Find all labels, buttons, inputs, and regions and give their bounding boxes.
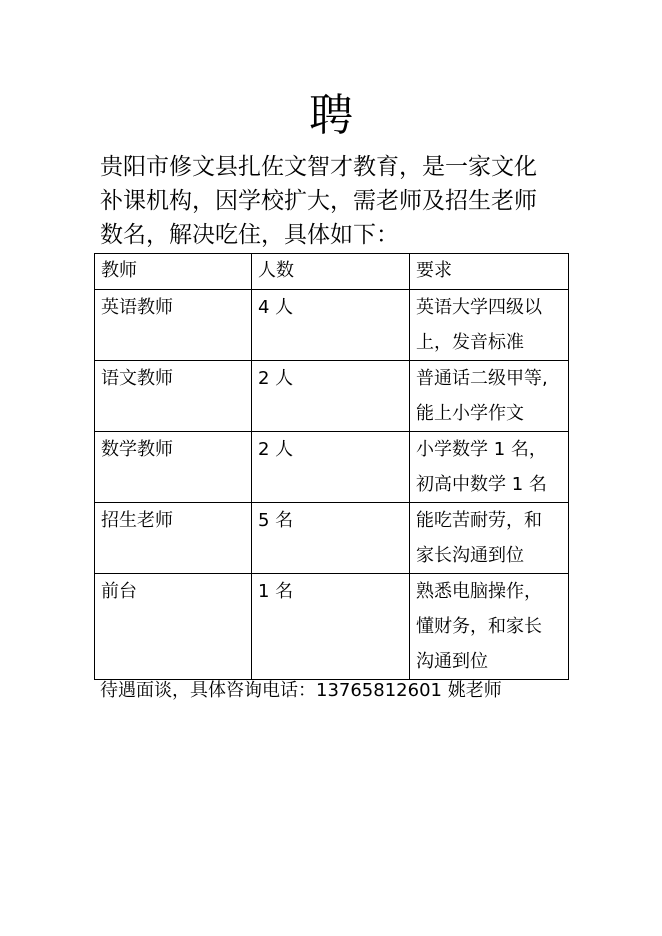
requirement-line: 英语大学四级以 bbox=[416, 297, 542, 318]
requirement-line: 小学数学 1 名， bbox=[416, 439, 547, 460]
requirement-line: 上，发音标准 bbox=[416, 332, 524, 353]
requirement-cell bbox=[410, 290, 569, 361]
intro-line: 补课机构，因学校扩大，需老师及招生老师 bbox=[100, 188, 537, 214]
role-cell: 英语教师 bbox=[95, 290, 252, 361]
header-requirement: 要求 bbox=[410, 254, 569, 290]
table-row bbox=[95, 574, 569, 680]
count-cell: 2 人 bbox=[252, 361, 410, 432]
intro-line: 贵阳市修文县扎佐文智才教育，是一家文化 bbox=[100, 154, 537, 180]
requirement-line: 初高中数学 1 名 bbox=[416, 474, 547, 495]
contact-footer: 待遇面谈，具体咨询电话：13765812601 姚老师 bbox=[100, 680, 502, 701]
requirement-line: 沟通到位 bbox=[416, 651, 488, 672]
table-row bbox=[95, 503, 569, 574]
header-count: 人数 bbox=[252, 254, 410, 290]
role-cell: 招生老师 bbox=[95, 503, 252, 574]
table-row bbox=[95, 290, 569, 361]
requirement-cell bbox=[410, 432, 569, 503]
requirement-line: 懂财务，和家长 bbox=[416, 616, 542, 637]
requirement-cell bbox=[410, 503, 569, 574]
requirement-line: 普通话二级甲等, bbox=[416, 368, 548, 389]
table-row bbox=[95, 432, 569, 503]
requirement-line: 家长沟通到位 bbox=[416, 545, 524, 566]
intro-line: 数名，解决吃住，具体如下： bbox=[100, 222, 399, 248]
role-cell: 数学教师 bbox=[95, 432, 252, 503]
requirement-line: 能吃苦耐劳，和 bbox=[416, 510, 542, 531]
count-cell: 1 名 bbox=[252, 574, 410, 680]
page-title: 聘 bbox=[309, 90, 353, 141]
requirement-cell bbox=[410, 361, 569, 432]
requirement-line: 熟悉电脑操作， bbox=[416, 581, 542, 602]
requirement-cell bbox=[410, 574, 569, 680]
requirement-line: 能上小学作文 bbox=[416, 403, 524, 424]
table-row bbox=[95, 361, 569, 432]
recruitment-table bbox=[94, 253, 569, 680]
count-cell: 2 人 bbox=[252, 432, 410, 503]
table-header-row bbox=[95, 254, 569, 290]
role-cell: 语文教师 bbox=[95, 361, 252, 432]
role-cell: 前台 bbox=[95, 574, 252, 680]
count-cell: 4 人 bbox=[252, 290, 410, 361]
header-teacher: 教师 bbox=[95, 254, 252, 290]
intro-paragraph bbox=[100, 150, 570, 252]
count-cell: 5 名 bbox=[252, 503, 410, 574]
